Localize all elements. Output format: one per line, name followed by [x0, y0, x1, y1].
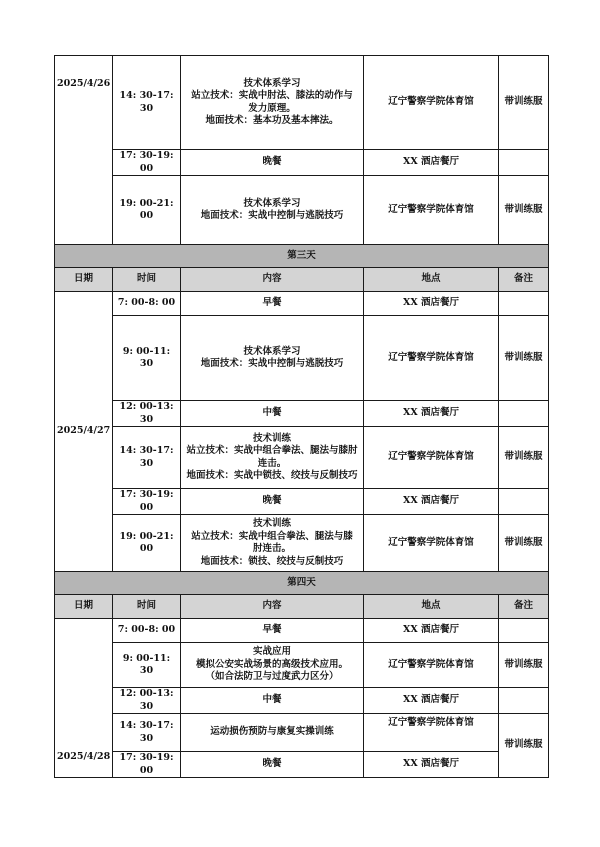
location-cell: XX 酒店餐厅	[364, 489, 499, 515]
note-cell	[499, 292, 549, 316]
header-note: 备注	[499, 595, 549, 619]
content-line: 站立技术：实战中组合拳法、腿法与膝	[191, 530, 353, 542]
time-cell: 7: 00-8: 00	[113, 619, 181, 643]
table-row	[55, 643, 549, 688]
time-cell: 12: 00-13: 30	[113, 688, 181, 714]
content-cell	[181, 515, 364, 572]
note-cell	[499, 401, 549, 427]
time-cell: 14: 30-17: 30	[113, 714, 181, 752]
content-line: 地面技术：实战中控制与逃脱技巧	[200, 358, 344, 369]
location-cell: 辽宁警察学院体育馆	[364, 56, 499, 150]
content-line: 发力原理。	[248, 102, 296, 114]
day-title-row	[55, 572, 549, 595]
time-cell: 7: 00-8: 00	[113, 292, 181, 316]
location-cell: 辽宁警察学院体育馆	[364, 316, 499, 401]
content-line: 地面技术：实战中控制与逃脱技巧	[200, 210, 344, 221]
content-title: 技术训练	[252, 432, 291, 444]
header-content: 内容	[181, 268, 364, 292]
table-row	[55, 515, 549, 572]
content-line: 模拟公安实战场景的高级技术应用。	[195, 658, 348, 670]
content-line: 连击。	[257, 457, 287, 469]
content-cell: 运动损伤预防与康复实操训练	[181, 714, 364, 752]
note-cell: 带训练服	[499, 515, 549, 572]
date-cell: 2025/4/28	[55, 619, 113, 778]
header-row	[55, 595, 549, 619]
table-row	[55, 427, 549, 489]
content-cell	[181, 56, 364, 150]
header-date: 日期	[55, 268, 113, 292]
content-line: 站立技术：实战中肘法、膝法的动作与	[191, 90, 353, 101]
note-cell: 带训练服	[499, 427, 549, 489]
time-cell: 12: 00-13: 30	[113, 401, 181, 427]
time-cell: 14: 30-17: 30	[113, 427, 181, 489]
content-cell: 中餐	[181, 401, 364, 427]
location-cell: XX 酒店餐厅	[364, 752, 499, 778]
content-line: 地面技术：基本功及基本摔法。	[205, 115, 339, 126]
location-cell: 辽宁警察学院体育馆	[364, 176, 499, 245]
location-cell: XX 酒店餐厅	[364, 619, 499, 643]
header-time: 时间	[113, 595, 181, 619]
date-cell: 2025/4/27	[55, 292, 113, 572]
note-cell: 带训练服	[499, 56, 549, 150]
time-cell: 9: 00-11: 30	[113, 316, 181, 401]
content-line: （如合法防卫与过度武力区分）	[205, 671, 339, 683]
content-title: 技术体系学习	[243, 77, 301, 89]
table-row	[55, 752, 549, 778]
header-location: 地点	[364, 595, 499, 619]
table-row	[55, 176, 549, 245]
header-location: 地点	[364, 268, 499, 292]
content-title: 技术训练	[252, 518, 291, 529]
time-cell: 17: 30-19: 00	[113, 489, 181, 515]
header-date: 日期	[55, 595, 113, 619]
location-cell: XX 酒店餐厅	[364, 292, 499, 316]
time-cell: 14: 30-17: 30	[113, 56, 181, 150]
content-cell: 晚餐	[181, 752, 364, 778]
table-row	[55, 401, 549, 427]
content-cell: 晚餐	[181, 150, 364, 176]
time-cell: 19: 00-21: 00	[113, 176, 181, 245]
content-cell	[181, 176, 364, 245]
date-cell: 2025/4/26	[55, 56, 113, 245]
header-row	[55, 268, 549, 292]
location-cell: 辽宁警察学院体育馆	[364, 714, 499, 752]
table-row	[55, 150, 549, 176]
note-cell	[499, 150, 549, 176]
location-cell: 辽宁警察学院体育馆	[364, 515, 499, 572]
day-title: 第三天	[55, 245, 549, 268]
location-cell: XX 酒店餐厅	[364, 150, 499, 176]
location-cell: XX 酒店餐厅	[364, 688, 499, 714]
note-cell	[499, 619, 549, 643]
location-cell: 辽宁警察学院体育馆	[364, 643, 499, 688]
location-cell: 辽宁警察学院体育馆	[364, 427, 499, 489]
time-cell: 17: 30-19: 00	[113, 752, 181, 778]
table-row	[55, 56, 549, 150]
content-line: 站立技术：实战中组合拳法、腿法与膝肘	[186, 445, 358, 456]
content-title: 技术体系学习	[243, 345, 301, 357]
header-note: 备注	[499, 268, 549, 292]
table-row	[55, 292, 549, 316]
content-title: 技术体系学习	[243, 197, 301, 209]
table-row	[55, 489, 549, 515]
note-cell	[499, 688, 549, 714]
content-cell: 晚餐	[181, 489, 364, 515]
content-title: 实战应用	[252, 646, 291, 658]
content-cell: 早餐	[181, 619, 364, 643]
note-cell	[499, 489, 549, 515]
time-cell: 9: 00-11: 30	[113, 643, 181, 688]
time-cell: 19: 00-21: 00	[113, 515, 181, 572]
schedule-table	[54, 55, 549, 778]
header-time: 时间	[113, 268, 181, 292]
note-cell: 带训练服	[499, 176, 549, 245]
content-line: 肘连击。	[252, 543, 291, 554]
header-content: 内容	[181, 595, 364, 619]
content-cell	[181, 643, 364, 688]
content-line: 地面技术：实战中锁技、绞技与反制技巧	[186, 470, 358, 481]
location-cell: XX 酒店餐厅	[364, 401, 499, 427]
content-cell	[181, 427, 364, 489]
note-cell: 带训练服	[499, 643, 549, 688]
time-cell: 17: 30-19: 00	[113, 150, 181, 176]
note-cell: 带训练服	[499, 316, 549, 401]
table-row	[55, 714, 549, 752]
table-row	[55, 688, 549, 714]
content-cell	[181, 316, 364, 401]
content-cell: 早餐	[181, 292, 364, 316]
content-cell: 中餐	[181, 688, 364, 714]
table-row	[55, 316, 549, 401]
day-title: 第四天	[55, 572, 549, 595]
content-line: 地面技术：锁技、绞技与反制技巧	[200, 555, 344, 567]
table-row	[55, 619, 549, 643]
note-cell: 带训练服	[499, 714, 549, 778]
day-title-row	[55, 245, 549, 268]
